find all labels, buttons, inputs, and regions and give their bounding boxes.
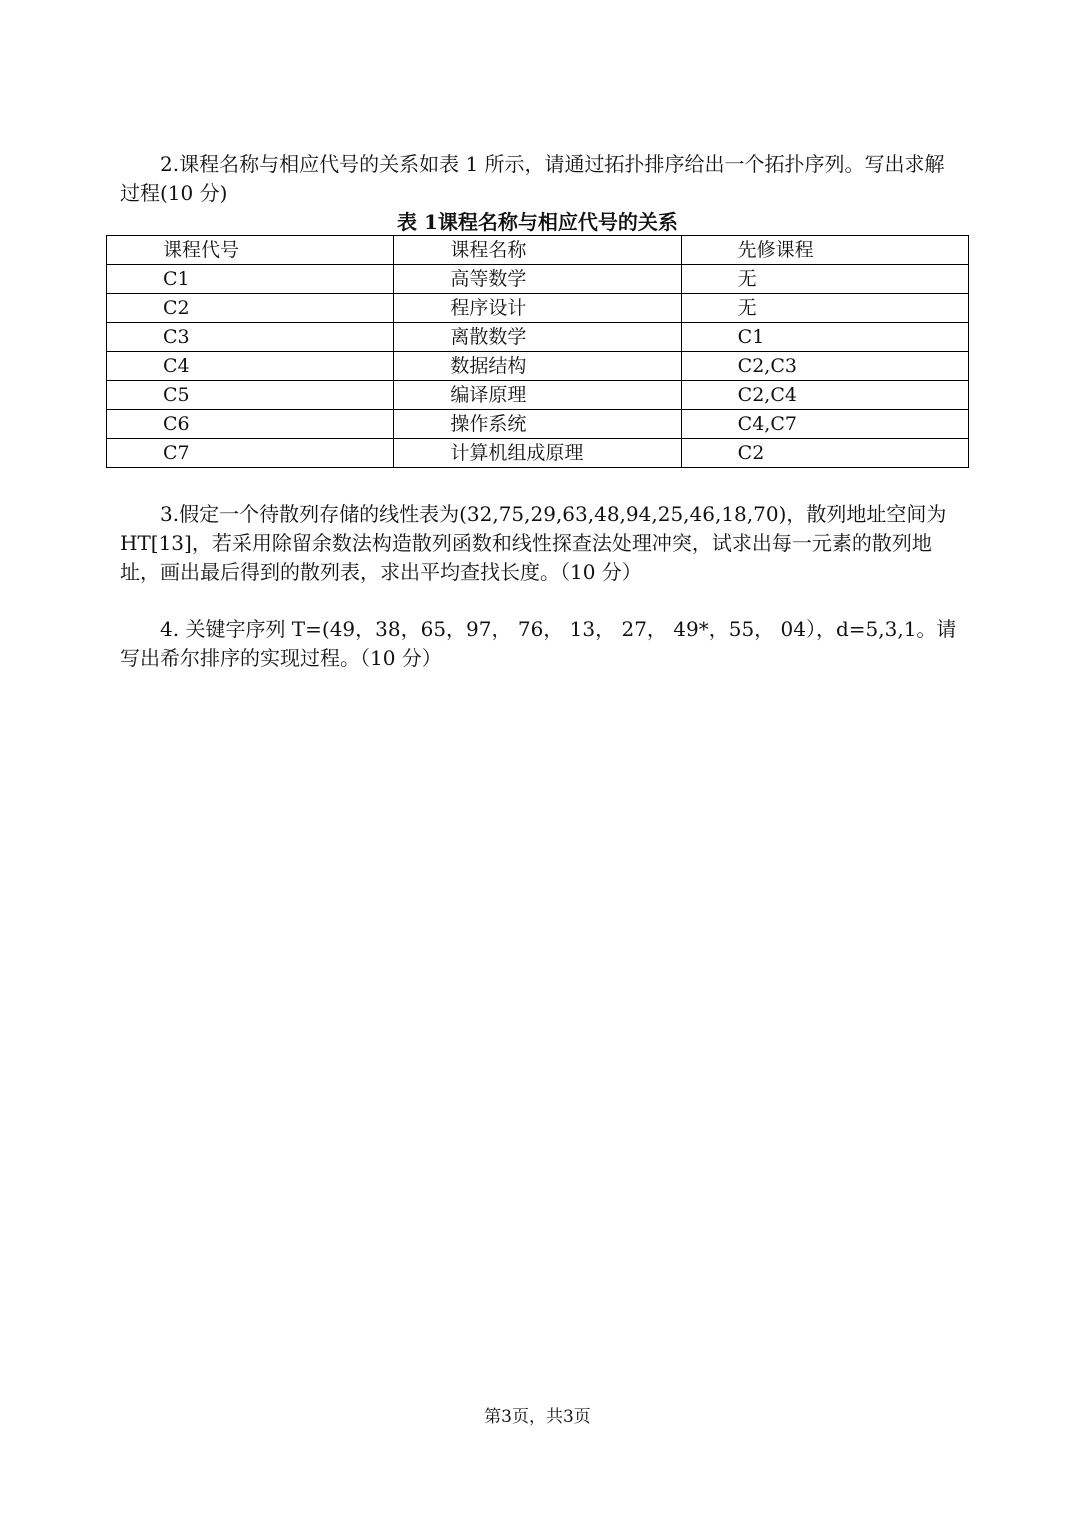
table-row xyxy=(107,265,969,294)
table-caption: 表 1课程名称与相应代号的关系 xyxy=(397,210,678,234)
cell-course-name: 计算机组成原理 xyxy=(394,439,681,468)
question-2-text: 2.课程名称与相应代号的关系如表 1 所示，请通过拓扑排序给出一个拓扑序列。写出求解过程(10 分) xyxy=(120,152,945,205)
cell-course-name: 程序设计 xyxy=(394,294,681,323)
header-prerequisite: 先修课程 xyxy=(681,236,968,265)
cell-course-name: 离散数学 xyxy=(394,323,681,352)
table-row xyxy=(107,439,969,468)
cell-prerequisite: C2,C4 xyxy=(681,381,968,410)
table-header-row xyxy=(107,236,969,265)
cell-prerequisite: C4,C7 xyxy=(681,410,968,439)
cell-course-code: C3 xyxy=(107,323,394,352)
question-4-text: 4. 关键字序列 T=(49，38，65，97， 76， 13， 27， 49*，55， 04），d=5,3,1。请写出希尔排序的实现过程。（10 分） xyxy=(120,617,957,670)
course-table xyxy=(106,235,969,468)
question-3 xyxy=(120,500,960,587)
header-course-code: 课程代号 xyxy=(107,236,394,265)
cell-prerequisite: C2 xyxy=(681,439,968,468)
cell-course-name: 编译原理 xyxy=(394,381,681,410)
cell-prerequisite: C1 xyxy=(681,323,968,352)
cell-course-name: 操作系统 xyxy=(394,410,681,439)
cell-course-name: 高等数学 xyxy=(394,265,681,294)
cell-course-code: C7 xyxy=(107,439,394,468)
cell-course-name: 数据结构 xyxy=(394,352,681,381)
cell-prerequisite: 无 xyxy=(681,265,968,294)
cell-prerequisite: C2,C3 xyxy=(681,352,968,381)
cell-course-code: C6 xyxy=(107,410,394,439)
page-footer: 第3页，共3页 xyxy=(484,1407,591,1427)
cell-course-code: C2 xyxy=(107,294,394,323)
table-row xyxy=(107,323,969,352)
header-course-name: 课程名称 xyxy=(394,236,681,265)
question-3-text: 3.假定一个待散列存储的线性表为(32,75,29,63,48,94,25,46,18,70)，散列地址空间为HT[13]，若采用除留余数法构造散列函数和线性探查法处理冲突，试求出每一元素的散列地址，画出最后得到的散列表，求出平均查找长度。（10 分） xyxy=(120,502,947,584)
question-2 xyxy=(120,150,960,208)
cell-prerequisite: 无 xyxy=(681,294,968,323)
table-row xyxy=(107,410,969,439)
table-row xyxy=(107,352,969,381)
table-row xyxy=(107,381,969,410)
question-4 xyxy=(120,615,960,673)
cell-course-code: C5 xyxy=(107,381,394,410)
table-row xyxy=(107,294,969,323)
cell-course-code: C4 xyxy=(107,352,394,381)
cell-course-code: C1 xyxy=(107,265,394,294)
